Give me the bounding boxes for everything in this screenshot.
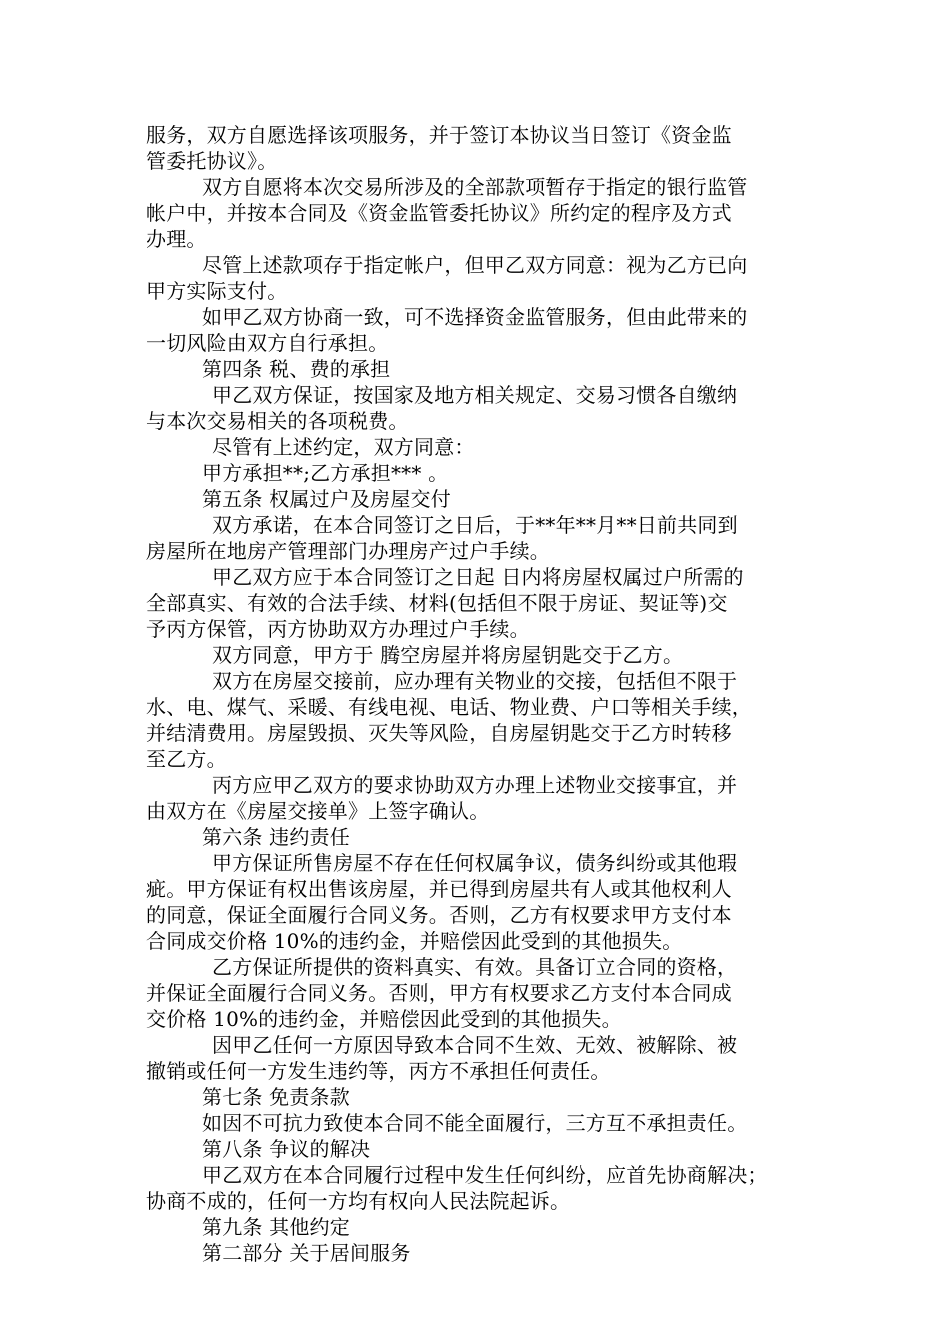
part-heading: 第二部分 关于居间服务 xyxy=(202,1241,411,1265)
paragraph-line: 乙方保证所提供的资料真实、有效。具备订立合同的资格， xyxy=(212,955,738,979)
section-heading: 第七条 免责条款 xyxy=(202,1085,350,1109)
paragraph-line: 因甲乙任何一方原因导致本合同不生效、无效、被解除、被 xyxy=(212,1033,738,1057)
paragraph-line: 服务，双方自愿选择该项服务，并于签订本协议当日签订《资金监 xyxy=(146,123,732,147)
paragraph-line: 全部真实、有效的合法手续、材料(包括但不限于房证、契证等)交 xyxy=(146,591,728,615)
paragraph-line: 的同意，保证全面履行合同义务。否则，乙方有权要求甲方支付本 xyxy=(146,903,732,927)
paragraph-line: 交价格 10%的违约金，并赔偿因此受到的其他损失。 xyxy=(146,1007,622,1031)
paragraph-line: 协商不成的，任何一方均有权向人民法院起诉。 xyxy=(146,1189,571,1213)
section-heading: 第四条 税、费的承担 xyxy=(202,357,391,381)
paragraph-line: 合同成交价格 10%的违约金，并赔偿因此受到的其他损失。 xyxy=(146,929,683,953)
paragraph-line: 如甲乙双方协商一致，可不选择资金监管服务，但由此带来的 xyxy=(202,305,748,329)
paragraph-line: 至乙方。 xyxy=(146,747,227,771)
paragraph-line: 水、电、煤气、采暖、有线电视、电话、物业费、户口等相关手续， xyxy=(146,695,752,719)
paragraph-line: 尽管上述款项存于指定帐户，但甲乙双方同意：视为乙方已向 xyxy=(202,253,748,277)
paragraph-line: 办理。 xyxy=(146,227,207,251)
section-heading: 第六条 违约责任 xyxy=(202,825,350,849)
paragraph-line: 双方同意，甲方于 腾空房屋并将房屋钥匙交于乙方。 xyxy=(212,643,684,667)
paragraph-line: 帐户中，并按本合同及《资金监管委托协议》所约定的程序及方式 xyxy=(146,201,732,225)
paragraph-line: 如因不可抗力致使本合同不能全面履行，三方互不承担责任。 xyxy=(202,1111,748,1135)
paragraph-line: 由双方在《房屋交接单》上签字确认。 xyxy=(146,799,490,823)
paragraph-line: 双方自愿将本次交易所涉及的全部款项暂存于指定的银行监管 xyxy=(202,175,748,199)
paragraph-line: 甲乙双方在本合同履行过程中发生任何纠纷，应首先协商解决； xyxy=(202,1163,768,1187)
paragraph-line: 管委托协议》。 xyxy=(146,149,278,173)
paragraph-line: 尽管有上述约定，双方同意： xyxy=(212,435,475,459)
paragraph-line: 并保证全面履行合同义务。否则，甲方有权要求乙方支付本合同成 xyxy=(146,981,732,1005)
paragraph-line: 双方在房屋交接前，应办理有关物业的交接，包括但不限于 xyxy=(212,669,738,693)
paragraph-line: 甲方保证所售房屋不存在任何权属争议，债务纠纷或其他瑕 xyxy=(212,851,738,875)
paragraph-line: 丙方应甲乙双方的要求协助双方办理上述物业交接事宜，并 xyxy=(212,773,738,797)
paragraph-line: 房屋所在地房产管理部门办理房产过户手续。 xyxy=(146,539,550,563)
paragraph-line: 甲方实际支付。 xyxy=(146,279,288,303)
paragraph-line: 双方承诺，在本合同签订之日后，于**年**月**日前共同到 xyxy=(212,513,738,537)
paragraph-line: 甲乙双方应于本合同签订之日起 日内将房屋权属过户所需的 xyxy=(212,565,744,589)
paragraph-line: 甲方承担**;乙方承担*** 。 xyxy=(202,461,449,485)
section-heading: 第八条 争议的解决 xyxy=(202,1137,371,1161)
paragraph-line: 撤销或任何一方发生违约等，丙方不承担任何责任。 xyxy=(146,1059,611,1083)
paragraph-line: 甲乙双方保证，按国家及地方相关规定、交易习惯各自缴纳 xyxy=(212,383,738,407)
paragraph-line: 疵。甲方保证有权出售该房屋，并已得到房屋共有人或其他权利人 xyxy=(146,877,732,901)
paragraph-line: 予丙方保管，丙方协助双方办理过户手续。 xyxy=(146,617,530,641)
section-heading: 第九条 其他约定 xyxy=(202,1215,350,1239)
section-heading: 第五条 权属过户及房屋交付 xyxy=(202,487,451,511)
paragraph-line: 并结清费用。房屋毁损、灭失等风险，自房屋钥匙交于乙方时转移 xyxy=(146,721,732,745)
contract-text-body xyxy=(146,122,810,1266)
paragraph-line: 与本次交易相关的各项税费。 xyxy=(146,409,409,433)
paragraph-line: 一切风险由双方自行承担。 xyxy=(146,331,389,355)
